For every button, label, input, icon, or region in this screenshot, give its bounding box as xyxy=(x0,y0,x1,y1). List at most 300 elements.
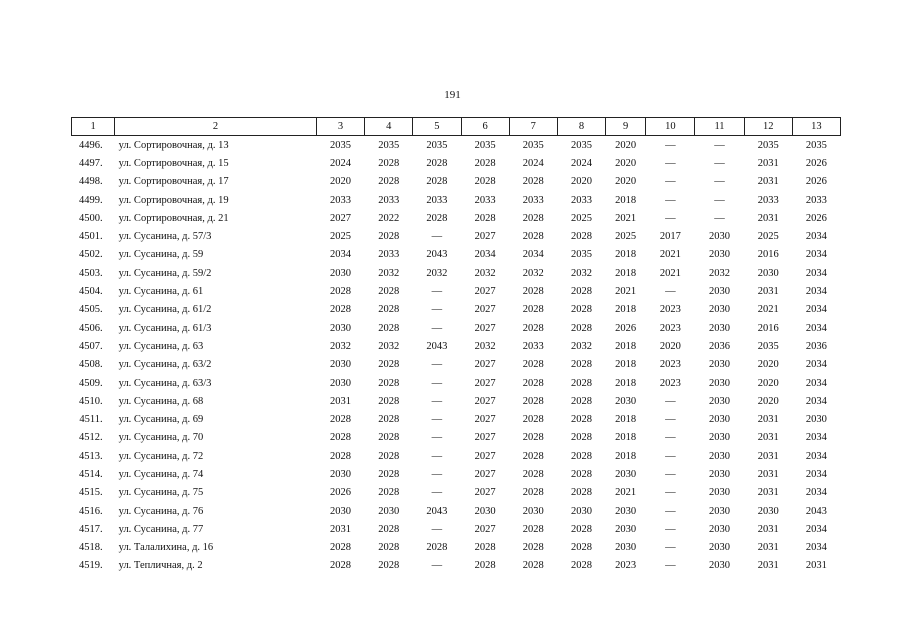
year-cell: 2028 xyxy=(570,395,592,407)
address-cell: ул. Тепличная, д. 2 xyxy=(118,560,203,572)
year-cell: 2031 xyxy=(757,157,779,169)
address-cell: ул. Сусанина, д. 74 xyxy=(118,468,204,480)
year-cell: 2035 xyxy=(474,139,496,151)
year-cell: 2028 xyxy=(570,377,592,389)
year-cell: 2028 xyxy=(378,432,400,444)
year-cell: 2034 xyxy=(805,322,827,334)
year-cell: — xyxy=(665,542,676,554)
year-cell: 2032 xyxy=(570,267,592,279)
table-row xyxy=(72,356,841,374)
year-cell: 2030 xyxy=(522,505,544,517)
year-cell: 2028 xyxy=(378,286,400,298)
year-cell: 2025 xyxy=(330,231,352,243)
year-cell: 2028 xyxy=(570,450,592,462)
year-cell: 2018 xyxy=(615,377,637,389)
table-row xyxy=(72,484,841,502)
year-cell: 2035 xyxy=(805,139,827,151)
year-cell: 2030 xyxy=(709,395,730,407)
year-cell: 2016 xyxy=(757,249,779,261)
year-cell: — xyxy=(665,194,676,206)
row-number-cell: 4500. xyxy=(79,212,103,224)
table-row xyxy=(72,191,841,209)
year-cell: 2028 xyxy=(522,212,544,224)
table-row xyxy=(72,557,841,575)
year-cell: 2030 xyxy=(330,267,352,279)
year-cell: 2031 xyxy=(805,560,827,572)
year-cell: 2034 xyxy=(474,249,496,261)
year-cell: 2027 xyxy=(474,432,496,444)
address-cell: ул. Сусанина, д. 63/2 xyxy=(118,359,212,371)
year-cell: 2027 xyxy=(474,523,496,535)
address-cell: ул. Сусанина, д. 68 xyxy=(118,395,204,407)
table-row xyxy=(72,136,841,155)
row-number-cell: 4499. xyxy=(79,194,103,206)
year-cell: 2028 xyxy=(570,468,592,480)
year-cell: 2028 xyxy=(522,432,544,444)
year-cell: 2034 xyxy=(805,377,827,389)
year-cell: 2033 xyxy=(330,194,352,206)
year-cell: 2028 xyxy=(570,322,592,334)
year-cell: 2030 xyxy=(615,542,637,554)
year-cell: 2030 xyxy=(378,505,400,517)
year-cell: 2030 xyxy=(709,542,730,554)
year-cell: 2033 xyxy=(522,340,544,352)
column-header-12: 12 xyxy=(744,118,792,136)
year-cell: 2028 xyxy=(570,560,592,572)
year-cell: 2028 xyxy=(330,304,352,316)
year-cell: 2031 xyxy=(757,432,779,444)
year-cell: 2028 xyxy=(474,560,496,572)
year-cell: 2020 xyxy=(570,176,592,188)
address-cell: ул. Сусанина, д. 61 xyxy=(118,286,204,298)
year-cell: 2022 xyxy=(378,212,400,224)
year-cell: 2043 xyxy=(426,340,448,352)
year-cell: 2028 xyxy=(570,487,592,499)
year-cell: — xyxy=(665,487,676,499)
year-cell: 2028 xyxy=(522,286,544,298)
column-header-6: 6 xyxy=(461,118,509,136)
year-cell: 2033 xyxy=(378,194,400,206)
year-cell: 2027 xyxy=(474,359,496,371)
year-cell: 2028 xyxy=(378,414,400,426)
row-number-cell: 4498. xyxy=(79,176,103,188)
row-number-cell: 4505. xyxy=(79,304,103,316)
year-cell: 2033 xyxy=(805,194,827,206)
year-cell: 2018 xyxy=(615,359,637,371)
year-cell: 2025 xyxy=(757,231,779,243)
year-cell: 2030 xyxy=(709,523,730,535)
row-number-cell: 4508. xyxy=(79,359,103,371)
year-cell: 2028 xyxy=(378,322,400,334)
year-cell: 2026 xyxy=(330,487,352,499)
year-cell: 2030 xyxy=(615,523,637,535)
year-cell: 2030 xyxy=(330,468,352,480)
year-cell: 2032 xyxy=(709,267,730,279)
year-cell: 2027 xyxy=(474,487,496,499)
column-header-13: 13 xyxy=(792,118,840,136)
year-cell: — xyxy=(665,505,676,517)
row-number-cell: 4515. xyxy=(79,487,103,499)
year-cell: 2033 xyxy=(378,249,400,261)
year-cell: 2031 xyxy=(330,395,352,407)
year-cell: 2028 xyxy=(522,523,544,535)
year-cell: 2028 xyxy=(378,359,400,371)
year-cell: 2028 xyxy=(426,542,448,554)
year-cell: 2030 xyxy=(615,395,637,407)
year-cell: 2031 xyxy=(757,450,779,462)
year-cell: — xyxy=(665,395,676,407)
year-cell: — xyxy=(665,450,676,462)
year-cell: 2035 xyxy=(757,340,779,352)
row-number-cell: 4509. xyxy=(79,377,103,389)
year-cell: — xyxy=(431,560,443,572)
year-cell: — xyxy=(431,286,443,298)
year-cell: — xyxy=(665,157,676,169)
year-cell: 2027 xyxy=(474,286,496,298)
address-cell: ул. Сусанина, д. 69 xyxy=(118,414,204,426)
year-cell: 2028 xyxy=(474,542,496,554)
year-cell: 2018 xyxy=(615,304,637,316)
year-cell: 2027 xyxy=(474,468,496,480)
year-cell: 2028 xyxy=(426,157,448,169)
year-cell: 2018 xyxy=(615,340,637,352)
year-cell: 2020 xyxy=(615,157,637,169)
table-row xyxy=(72,429,841,447)
column-header-4: 4 xyxy=(365,118,413,136)
column-header-3: 3 xyxy=(316,118,364,136)
table-row xyxy=(72,410,841,428)
year-cell: 2034 xyxy=(805,450,827,462)
year-cell: 2020 xyxy=(330,176,352,188)
year-cell: 2027 xyxy=(474,322,496,334)
year-cell: 2036 xyxy=(709,340,730,352)
table-row xyxy=(72,282,841,300)
year-cell: 2035 xyxy=(378,139,400,151)
year-cell: 2034 xyxy=(522,249,544,261)
year-cell: 2032 xyxy=(522,267,544,279)
address-cell: ул. Сортировочная, д. 19 xyxy=(118,194,229,206)
year-cell: 2020 xyxy=(757,395,779,407)
year-cell: 2020 xyxy=(757,359,779,371)
year-cell: — xyxy=(431,231,443,243)
column-header-9: 9 xyxy=(606,118,646,136)
row-number-cell: 4519. xyxy=(79,560,103,572)
year-cell: 2030 xyxy=(709,359,730,371)
year-cell: 2028 xyxy=(522,450,544,462)
year-cell: 2032 xyxy=(378,267,400,279)
housing-register-table xyxy=(71,117,841,575)
row-number-cell: 4510. xyxy=(79,395,103,407)
year-cell: 2033 xyxy=(522,194,544,206)
year-cell: 2028 xyxy=(426,212,448,224)
address-cell: ул. Сусанина, д. 61/3 xyxy=(118,322,212,334)
year-cell: 2028 xyxy=(330,286,352,298)
year-cell: 2023 xyxy=(659,377,681,389)
year-cell: 2030 xyxy=(709,432,730,444)
year-cell: 2043 xyxy=(805,505,827,517)
year-cell: 2028 xyxy=(378,560,400,572)
address-cell: ул. Сусанина, д. 75 xyxy=(118,487,204,499)
year-cell: 2023 xyxy=(659,322,681,334)
year-cell: 2028 xyxy=(378,468,400,480)
row-number-cell: 4513. xyxy=(79,450,103,462)
year-cell: 2028 xyxy=(522,414,544,426)
year-cell: — xyxy=(665,432,676,444)
year-cell: — xyxy=(431,322,443,334)
row-number-cell: 4514. xyxy=(79,468,103,480)
year-cell: — xyxy=(665,139,676,151)
year-cell: — xyxy=(714,194,725,206)
year-cell: 2032 xyxy=(330,340,352,352)
year-cell: 2027 xyxy=(474,395,496,407)
year-cell: 2018 xyxy=(615,267,637,279)
year-cell: — xyxy=(714,212,725,224)
year-cell: 2027 xyxy=(474,414,496,426)
year-cell: 2043 xyxy=(426,505,448,517)
year-cell: 2018 xyxy=(615,194,637,206)
year-cell: 2034 xyxy=(805,523,827,535)
address-cell: ул. Сусанина, д. 59 xyxy=(118,249,204,261)
year-cell: 2016 xyxy=(757,322,779,334)
year-cell: 2018 xyxy=(615,414,637,426)
year-cell: — xyxy=(665,286,676,298)
year-cell: 2030 xyxy=(709,505,730,517)
table-row xyxy=(72,392,841,410)
year-cell: 2028 xyxy=(522,468,544,480)
table-row xyxy=(72,173,841,191)
row-number-cell: 4517. xyxy=(79,523,103,535)
year-cell: 2032 xyxy=(426,267,448,279)
year-cell: 2028 xyxy=(378,176,400,188)
year-cell: 2017 xyxy=(659,231,681,243)
column-header-8: 8 xyxy=(557,118,605,136)
year-cell: 2033 xyxy=(426,194,448,206)
year-cell: 2028 xyxy=(330,414,352,426)
year-cell: — xyxy=(665,560,676,572)
year-cell: 2028 xyxy=(330,432,352,444)
year-cell: 2028 xyxy=(426,176,448,188)
year-cell: 2030 xyxy=(330,377,352,389)
address-cell: ул. Сортировочная, д. 15 xyxy=(118,157,229,169)
row-number-cell: 4516. xyxy=(79,505,103,517)
table-row xyxy=(72,264,841,282)
year-cell: 2035 xyxy=(330,139,352,151)
year-cell: 2033 xyxy=(757,194,779,206)
address-cell: ул. Сусанина, д. 76 xyxy=(118,505,204,517)
address-cell: ул. Сусанина, д. 61/2 xyxy=(118,304,212,316)
year-cell: 2028 xyxy=(474,212,496,224)
address-cell: ул. Сусанина, д. 77 xyxy=(118,523,204,535)
year-cell: 2030 xyxy=(709,487,730,499)
year-cell: 2030 xyxy=(709,249,730,261)
address-cell: ул. Сусанина, д. 63/3 xyxy=(118,377,212,389)
year-cell: 2020 xyxy=(615,176,637,188)
address-cell: ул. Сусанина, д. 59/2 xyxy=(118,267,212,279)
year-cell: — xyxy=(431,523,443,535)
year-cell: 2027 xyxy=(474,231,496,243)
year-cell: 2028 xyxy=(570,542,592,554)
year-cell: — xyxy=(431,395,443,407)
row-number-cell: 4512. xyxy=(79,432,103,444)
year-cell: 2035 xyxy=(570,249,592,261)
year-cell: — xyxy=(431,487,443,499)
table-row xyxy=(72,319,841,337)
year-cell: 2034 xyxy=(330,249,352,261)
year-cell: 2023 xyxy=(615,560,637,572)
year-cell: 2028 xyxy=(378,231,400,243)
year-cell: 2025 xyxy=(615,231,637,243)
table-row xyxy=(72,374,841,392)
year-cell: 2027 xyxy=(474,304,496,316)
year-cell: 2034 xyxy=(805,304,827,316)
page-number: 191 xyxy=(444,89,461,101)
year-cell: 2031 xyxy=(757,414,779,426)
year-cell: 2023 xyxy=(659,359,681,371)
year-cell: 2021 xyxy=(615,212,637,224)
year-cell: 2026 xyxy=(805,157,827,169)
table-row xyxy=(72,209,841,227)
year-cell: 2027 xyxy=(474,450,496,462)
year-cell: 2030 xyxy=(709,414,730,426)
year-cell: 2030 xyxy=(330,359,352,371)
year-cell: 2028 xyxy=(378,487,400,499)
year-cell: 2030 xyxy=(709,377,730,389)
year-cell: 2021 xyxy=(757,304,779,316)
year-cell: 2028 xyxy=(522,176,544,188)
year-cell: 2028 xyxy=(378,304,400,316)
year-cell: 2031 xyxy=(757,286,779,298)
row-number-cell: 4496. xyxy=(79,139,103,151)
year-cell: 2028 xyxy=(378,523,400,535)
year-cell: 2021 xyxy=(615,286,637,298)
year-cell: 2023 xyxy=(659,304,681,316)
year-cell: 2027 xyxy=(474,377,496,389)
column-header-1: 1 xyxy=(72,118,115,136)
year-cell: 2027 xyxy=(330,212,352,224)
header-row xyxy=(72,118,841,136)
year-cell: — xyxy=(431,414,443,426)
row-number-cell: 4503. xyxy=(79,267,103,279)
year-cell: 2030 xyxy=(805,414,827,426)
year-cell: 2034 xyxy=(805,267,827,279)
year-cell: — xyxy=(665,468,676,480)
year-cell: 2028 xyxy=(522,304,544,316)
year-cell: — xyxy=(714,176,725,188)
year-cell: 2034 xyxy=(805,542,827,554)
column-header-5: 5 xyxy=(413,118,461,136)
year-cell: — xyxy=(665,212,676,224)
year-cell: 2030 xyxy=(709,560,730,572)
year-cell: 2028 xyxy=(570,304,592,316)
year-cell: 2020 xyxy=(615,139,637,151)
address-cell: ул. Сортировочная, д. 21 xyxy=(118,212,229,224)
year-cell: 2028 xyxy=(570,359,592,371)
year-cell: 2034 xyxy=(805,249,827,261)
year-cell: 2018 xyxy=(615,450,637,462)
year-cell: 2031 xyxy=(757,487,779,499)
year-cell: 2031 xyxy=(757,176,779,188)
year-cell: 2030 xyxy=(330,505,352,517)
table-row xyxy=(72,227,841,245)
year-cell: 2028 xyxy=(570,432,592,444)
year-cell: 2028 xyxy=(522,322,544,334)
year-cell: 2033 xyxy=(570,194,592,206)
year-cell: 2032 xyxy=(474,267,496,279)
year-cell: 2043 xyxy=(426,249,448,261)
year-cell: 2028 xyxy=(378,542,400,554)
year-cell: 2032 xyxy=(570,340,592,352)
year-cell: 2032 xyxy=(378,340,400,352)
year-cell: 2033 xyxy=(474,194,496,206)
year-cell: 2030 xyxy=(709,231,730,243)
year-cell: 2028 xyxy=(378,377,400,389)
column-header-10: 10 xyxy=(646,118,695,136)
year-cell: 2030 xyxy=(757,505,779,517)
year-cell: 2031 xyxy=(757,560,779,572)
year-cell: 2024 xyxy=(330,157,352,169)
year-cell: — xyxy=(714,157,725,169)
year-cell: — xyxy=(714,139,725,151)
year-cell: 2028 xyxy=(522,487,544,499)
table-row xyxy=(72,246,841,264)
row-number-cell: 4501. xyxy=(79,231,103,243)
year-cell: 2030 xyxy=(709,322,730,334)
year-cell: 2026 xyxy=(805,212,827,224)
row-number-cell: 4511. xyxy=(79,414,103,426)
year-cell: 2035 xyxy=(570,139,592,151)
address-cell: ул. Сусанина, д. 70 xyxy=(118,432,204,444)
year-cell: 2035 xyxy=(757,139,779,151)
year-cell: 2030 xyxy=(615,505,637,517)
year-cell: 2034 xyxy=(805,432,827,444)
year-cell: 2026 xyxy=(615,322,637,334)
year-cell: 2034 xyxy=(805,231,827,243)
address-cell: ул. Талалихина, д. 16 xyxy=(118,542,214,554)
year-cell: 2028 xyxy=(330,560,352,572)
year-cell: 2021 xyxy=(615,487,637,499)
year-cell: 2031 xyxy=(757,468,779,480)
year-cell: — xyxy=(431,304,443,316)
year-cell: — xyxy=(431,450,443,462)
table-row xyxy=(72,301,841,319)
table-row xyxy=(72,465,841,483)
row-number-cell: 4506. xyxy=(79,322,103,334)
year-cell: 2028 xyxy=(522,542,544,554)
year-cell: 2028 xyxy=(378,450,400,462)
year-cell: 2031 xyxy=(757,523,779,535)
year-cell: 2028 xyxy=(474,176,496,188)
year-cell: 2030 xyxy=(474,505,496,517)
year-cell: 2028 xyxy=(474,157,496,169)
year-cell: — xyxy=(431,468,443,480)
year-cell: 2028 xyxy=(570,286,592,298)
year-cell: 2034 xyxy=(805,468,827,480)
row-number-cell: 4507. xyxy=(79,340,103,352)
table-row xyxy=(72,447,841,465)
year-cell: 2028 xyxy=(330,542,352,554)
year-cell: 2028 xyxy=(570,414,592,426)
year-cell: 2028 xyxy=(378,157,400,169)
table-row xyxy=(72,539,841,557)
table-row xyxy=(72,154,841,172)
year-cell: 2030 xyxy=(615,468,637,480)
address-cell: ул. Сортировочная, д. 13 xyxy=(118,139,229,151)
column-header-2: 2 xyxy=(115,118,317,136)
year-cell: 2031 xyxy=(330,523,352,535)
year-cell: — xyxy=(665,176,676,188)
year-cell: 2028 xyxy=(522,231,544,243)
address-cell: ул. Сусанина, д. 57/3 xyxy=(118,231,212,243)
